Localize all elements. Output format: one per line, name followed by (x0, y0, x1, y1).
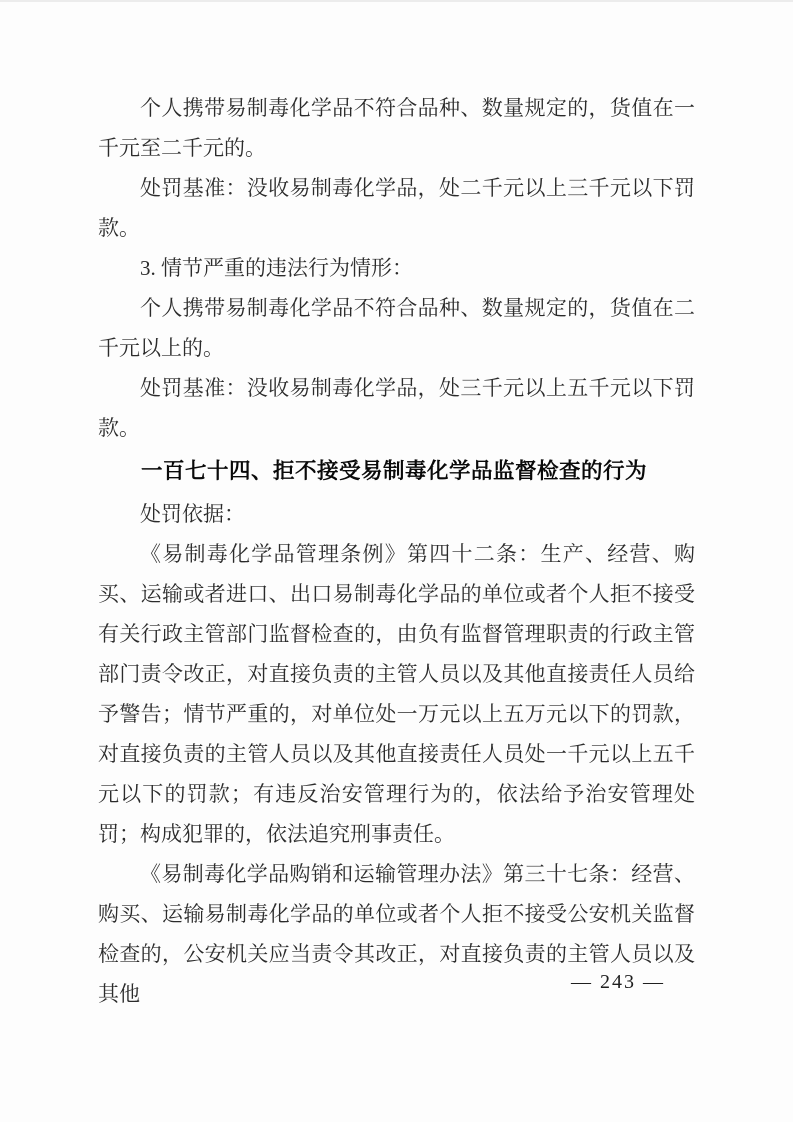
body-paragraph: 个人携带易制毒化学品不符合品种、数量规定的，货值在二千元以上的。 (98, 296, 695, 360)
body-paragraph: 处罚依据： (140, 502, 245, 526)
section-heading: 一百七十四、拒不接受易制毒化学品监督检查的行为 (141, 459, 648, 483)
body-paragraph: 《易制毒化学品管理条例》第四十二条：生产、经营、购买、运输或者进口、出口易制毒化学品的单位或者个人拒不接受有关行政主管部门监督检查的，由负有监督管理职责的行政主管部门责令改正，对直接负责的主管人员以及其他直接责任人员给予警告；情节严重的，对单位处一万元以上五万元以下的罚款，对直接负责的主管人员以及其他直接责任人员处一千元以上五千元以下的罚款；有违反治安管理行为的，依法给予治安管理处罚；构成犯罪的，依法追究刑事责任。 (98, 542, 695, 846)
page-number: — 243 — (571, 971, 665, 993)
page-body (98, 88, 695, 1014)
body-paragraph: 个人携带易制毒化学品不符合品种、数量规定的，货值在一千元至二千元的。 (98, 96, 695, 160)
body-paragraph: 处罚基准：没收易制毒化学品，处三千元以上五千元以下罚款。 (98, 376, 695, 440)
body-paragraph: 《易制毒化学品购销和运输管理办法》第三十七条：经营、购买、运输易制毒化学品的单位或者个人拒不接受公安机关监督检查的，公安机关应当责令其改正，对直接负责的主管人员以及其他 (98, 862, 695, 1006)
body-paragraph: 处罚基准：没收易制毒化学品，处二千元以上三千元以下罚款。 (98, 176, 695, 240)
body-paragraph: 3. 情节严重的违法行为情形： (140, 256, 413, 280)
